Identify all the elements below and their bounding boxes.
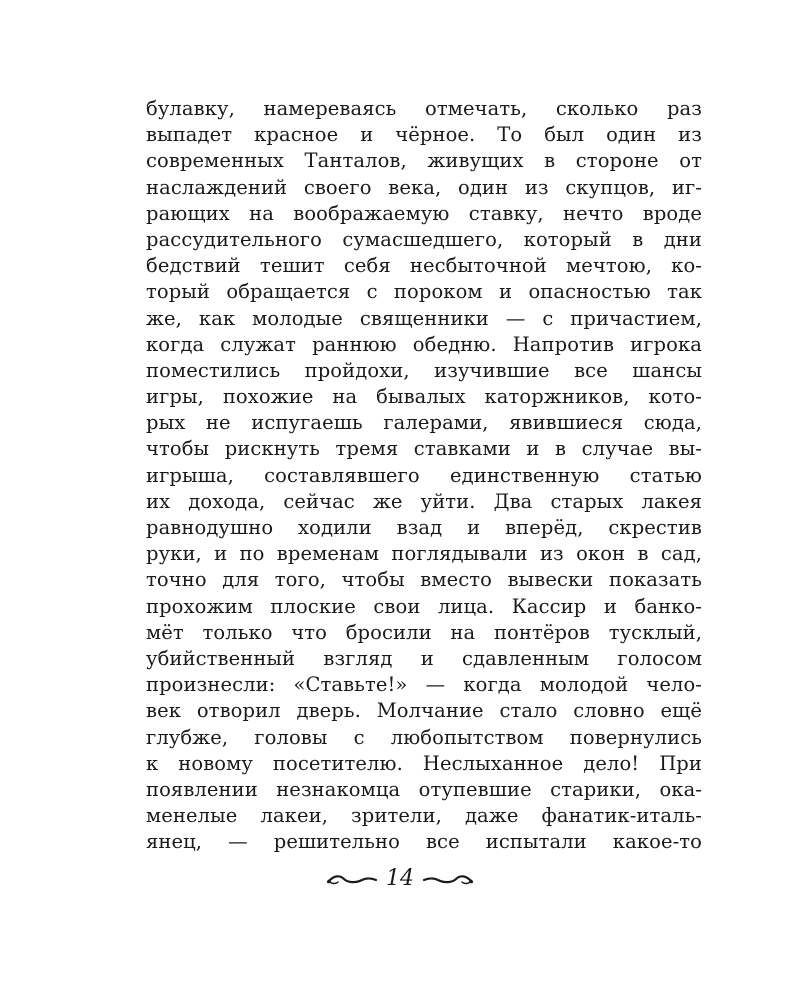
text-line: точно для того, чтобы вместо вывески показать [146, 568, 702, 592]
text-line: современных Танталов, живущих в стороне от [146, 149, 702, 173]
text-line: глубже, головы с любопытством повернулись [146, 725, 702, 749]
text-line: игрыша, составлявшего единственную статью [146, 463, 702, 487]
text-line: к новому посетителю. Неслыханное дело! При [146, 751, 702, 775]
text-line: рающих на воображаемую ставку, нечто вроде [146, 201, 702, 225]
folio-group [326, 868, 474, 890]
text-line: поместились пройдохи, изучившие все шансы [146, 358, 702, 382]
text-line: мёт только что бросили на понтёров тусклый, [146, 620, 702, 644]
text-line: же, как молодые священники — с причастием, [146, 306, 702, 330]
text-line: менелые лакеи, зрители, даже фанатик-италь- [146, 804, 702, 828]
text-line: появлении незнакомца отупевшие старики, ока- [146, 777, 702, 801]
text-line: рых не испугаешь галерами, явившиеся сюда, [146, 411, 702, 435]
text-line: убийственный взгляд и сдавленным голосом [146, 646, 702, 670]
body-text [146, 96, 702, 855]
text-line: торый обращается с пороком и опасностью так [146, 280, 702, 304]
page-number: 14 [386, 866, 414, 891]
text-line: произнесли: «Ставьте!» — когда молодой чело- [146, 673, 702, 697]
text-line: рассудительного сумасшедшего, который в дни [146, 227, 702, 251]
text-line: век отворил дверь. Молчание стало словно ещё [146, 699, 702, 723]
text-line: руки, и по временам поглядывали из окон в сад, [146, 542, 702, 566]
text-line: бедствий тешит себя несбыточной мечтою, ко- [146, 254, 702, 278]
text-line: янец, — решительно все испытали какое-то [146, 830, 702, 854]
text-line: наслаждений своего века, один из скупцов, иг- [146, 175, 702, 199]
text-line: булавку, намереваясь отмечать, сколько раз [146, 97, 702, 120]
page-folio [0, 862, 800, 896]
text-line: равнодушно ходили взад и вперёд, скрестив [146, 516, 702, 539]
text-line: чтобы рискнуть тремя ставками и в случае вы- [146, 437, 702, 461]
text-line: прохожим плоские свои лица. Кассир и банко- [146, 594, 702, 618]
text-line: их дохода, сейчас же уйти. Два старых лакея [146, 489, 702, 513]
right-flourish-icon [422, 871, 474, 887]
text-line: игры, похожие на бывалых каторжников, кото- [146, 385, 702, 409]
left-flourish-icon [326, 871, 378, 887]
text-line: выпадет красное и чёрное. То был один из [146, 123, 702, 147]
text-line: когда служат раннюю обедню. Напротив игрока [146, 332, 702, 356]
